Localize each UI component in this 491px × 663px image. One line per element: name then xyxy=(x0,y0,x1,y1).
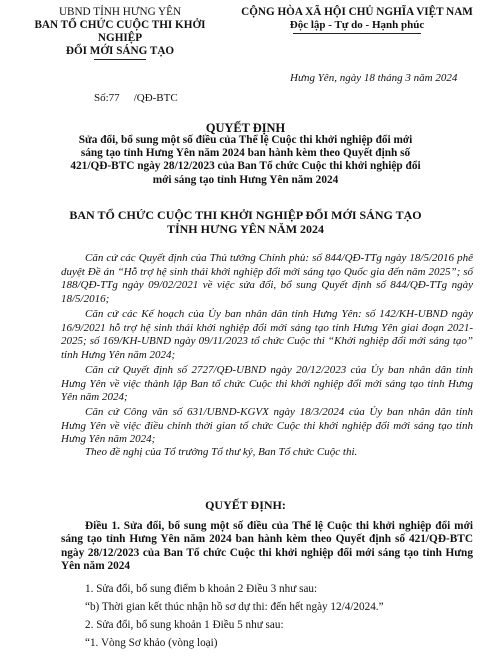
document-number xyxy=(94,92,178,104)
article-item: “1. Vòng Sơ khảo (vòng loại) xyxy=(85,637,218,649)
article-item: “b) Thời gian kết thúc nhận hồ sơ dự thi: đến hết ngày 12/4/2024.” xyxy=(85,601,384,613)
legal-basis-5: Theo đề nghị của Tổ trưởng Tổ thư ký, Ban Tổ chức Cuộc thi. xyxy=(85,446,358,458)
legal-basis-2: Căn cứ các Kế hoạch của Ủy ban nhân dân tỉnh Hưng Yên: số 142/KH-UBND ngày 16/9/2021 hỗ trợ hệ sinh thái khởi nghiệp đổi mới sáng tạo tỉnh Hưng Yên giai đoạn 2021-2025; số 169/KH-UBND ngày 09/11/2023 tổ chức Cuộc thi “Khởi nghiệp đổi mới sáng tạo” tỉnh Hưng Yên năm 2024; xyxy=(61,308,473,361)
issuing-authority-line1: BAN TỔ CHỨC CUỘC THI KHỞI NGHIỆP ĐỔI MỚI SÁNG TẠO xyxy=(69,208,422,222)
document-number-suffix: /QĐ-BTC xyxy=(133,92,178,104)
document-number-label: Số:77 xyxy=(94,92,120,104)
article-1: Điều 1. Sửa đổi, bổ sung một số điều của Thể lệ Cuộc thi khởi nghiệp đổi mới sáng tạo tỉnh Hưng Yên năm 2024 ban hành kèm theo Quyết định số 421/QĐ-BTC ngày 28/12/2023 của Ban Tổ chức Cuộc thi khởi nghiệp đổi mới sáng tạo tỉnh Hưng Yên năm 2024 xyxy=(61,520,473,573)
issuing-authority-line2: TỈNH HƯNG YÊN NĂM 2024 xyxy=(166,222,325,236)
document-subtitle: Sửa đổi, bổ sung một số điều của Thể lệ Cuộc thi khởi nghiệp đổi mới sáng tạo tỉnh Hưng Yên năm 2024 ban hành kèm theo Quyết định số 421/QĐ-BTC ngày 28/12/2023 của Ban Tổ chức Cuộc thi khởi nghiệp đổi mới sáng tạo tỉnh Hưng Yên năm 2024 xyxy=(70,134,421,186)
document-title: QUYẾT ĐỊNH xyxy=(205,121,286,135)
legal-basis-3: Căn cứ Quyết định số 2727/QĐ-UBND ngày 20/12/2023 của Ủy ban nhân dân tỉnh Hưng Yên về việc thành lập Ban tổ chức Cuộc thi khởi nghiệp đổi mới sáng tạo tỉnh Hưng Yên năm 2024; xyxy=(61,364,473,404)
issuer-province: UBND TỈNH HƯNG YÊN xyxy=(58,6,182,18)
article-item: 1. Sửa đổi, bổ sung điểm b khoản 2 Điều 3 như sau: xyxy=(85,583,318,595)
article-item: 2. Sửa đổi, bổ sung khoản 1 Điều 5 như sau: xyxy=(85,619,284,631)
national-header xyxy=(226,6,488,34)
issuer-agency-line1: BAN TỔ CHỨC CUỘC THI KHỞI NGHIỆP xyxy=(34,19,206,44)
decision-heading: QUYẾT ĐỊNH: xyxy=(205,498,286,512)
motto-underline xyxy=(293,33,421,34)
issuer-header xyxy=(14,6,226,60)
national-motto: Độc lập - Tự do - Hạnh phúc xyxy=(289,19,425,31)
legal-basis-4: Căn cứ Công văn số 631/UBND-KGVX ngày 18/3/2024 của Ủy ban nhân dân tỉnh Hưng Yên về việc điều chỉnh thời gian tổ chức Cuộc thi khởi nghiệp đổi mới sáng tạo tỉnh Hưng Yên năm 2024; xyxy=(61,406,473,446)
issuer-agency-line2: ĐỔI MỚI SÁNG TẠO xyxy=(65,45,175,57)
issuer-underline xyxy=(94,59,146,60)
issue-date: Hưng Yên, ngày 18 tháng 3 năm 2024 xyxy=(290,72,458,84)
national-name: CỘNG HÒA XÃ HỘI CHỦ NGHĨA VIỆT NAM xyxy=(241,6,473,18)
issuing-authority xyxy=(40,208,451,236)
legal-basis-1: Căn cứ các Quyết định của Thủ tướng Chính phủ: số 844/QĐ-TTg ngày 18/5/2016 phê duyệt Đề án “Hỗ trợ hệ sinh thái khởi nghiệp đổi mới sáng tạo Quốc gia đến năm 2025”; số 188/QĐ-TTg ngày 09/02/2021 về việc sửa đổi, bổ sung Quyết định số 844/QĐ-TTg ngày 18/5/2016; xyxy=(61,252,473,305)
